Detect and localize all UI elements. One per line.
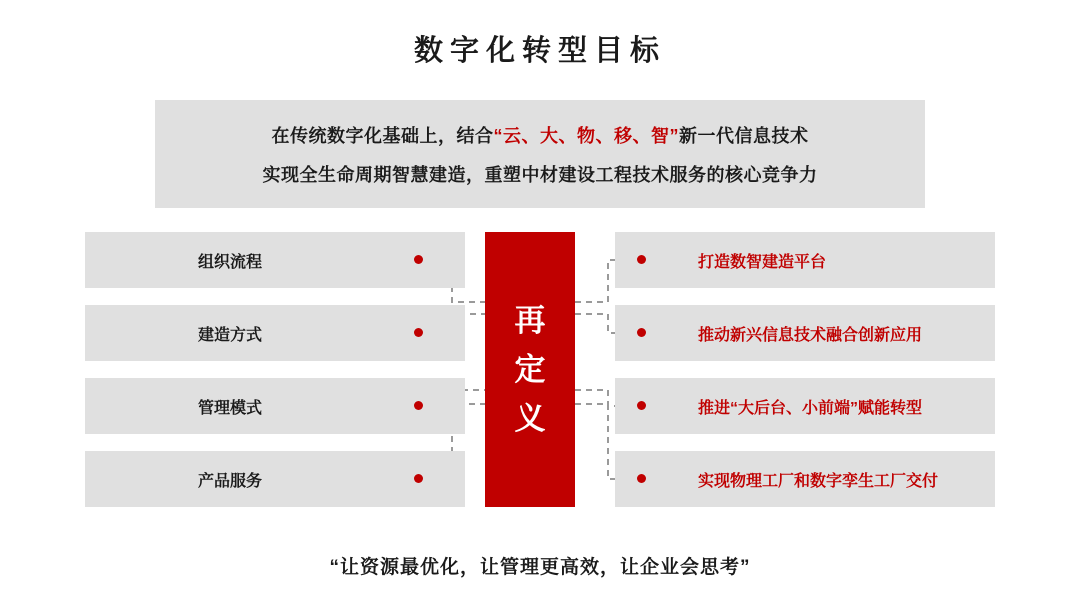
bullet-dot-right-icon (637, 328, 646, 337)
banner-line-1 (272, 122, 809, 148)
bullet-dot-left-icon (414, 401, 423, 410)
page-title: 数字化转型目标 (413, 35, 666, 67)
center-char-2: 定 (514, 352, 546, 387)
row-label-right: 实现物理工厂和数字孪生工厂交付 (698, 472, 939, 490)
center-redefine-block (485, 232, 575, 507)
footer-quote: “让资源最优化，让管理更高效，让企业会思考” (329, 557, 751, 578)
row-label-left: 组织流程 (197, 253, 262, 271)
row-label-left: 建造方式 (197, 326, 262, 344)
banner-line-1-prefix: 在传统数字化基础上，结合 (271, 125, 494, 146)
bullet-dot-right-icon (637, 401, 646, 410)
banner-line-1-suffix: 新一代信息技术 (679, 125, 809, 146)
row-label-right: 打造数智建造平台 (698, 253, 827, 271)
center-char-3: 义 (514, 401, 546, 436)
summary-banner (155, 100, 925, 208)
bullet-dot-right-icon (637, 474, 646, 483)
banner-line-1-highlight: “云、大、物、移、智” (493, 125, 679, 146)
bullet-dot-left-icon (414, 328, 423, 337)
row-label-left: 产品服务 (197, 472, 262, 490)
row-label-left: 管理模式 (197, 399, 262, 417)
center-char-1: 再 (514, 303, 546, 338)
bullet-dot-right-icon (637, 255, 646, 264)
banner-line-2: 实现全生命周期智慧建造，重塑中材建设工程技术服务的核心竞争力 (262, 164, 818, 185)
bullet-dot-left-icon (414, 255, 423, 264)
row-label-right: 推动新兴信息技术融合创新应用 (698, 326, 923, 344)
row-label-right: 推进“大后台、小前端”赋能转型 (698, 399, 923, 417)
bullet-dot-left-icon (414, 474, 423, 483)
